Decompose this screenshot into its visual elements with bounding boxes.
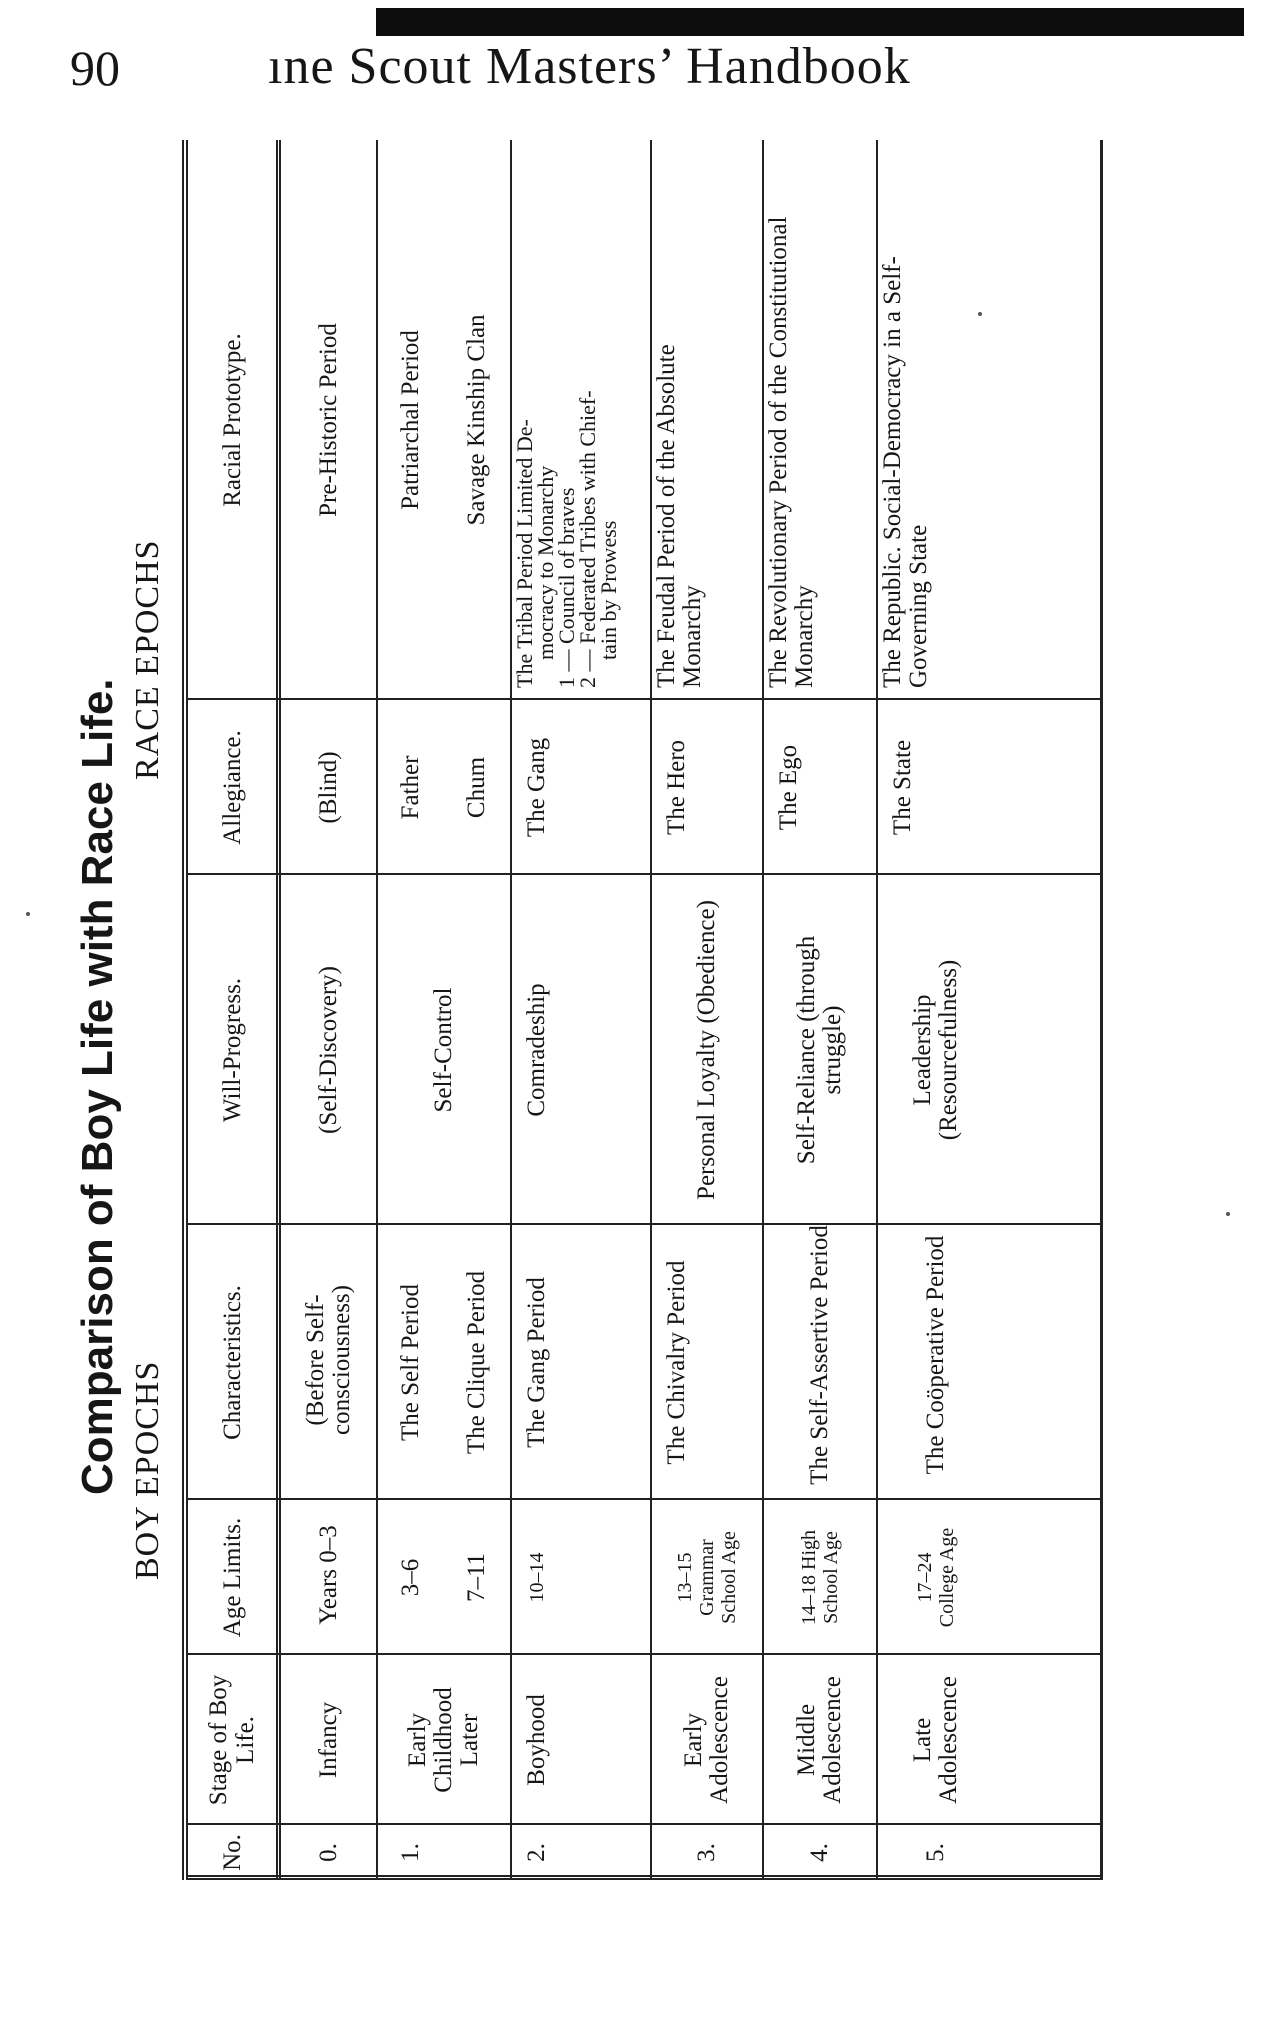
row4-characteristics: The Self-Assertive Period: [806, 1225, 833, 1485]
row4-will: Self-Reliance (through struggle): [793, 935, 846, 1165]
row1-no: 1.: [397, 1843, 424, 1862]
header-characteristics: Characteristics.: [218, 1285, 246, 1440]
row5-allegiance: The State: [889, 739, 916, 836]
row3-prototype: The Feudal Period of the Absolute Monarchy: [653, 344, 706, 688]
running-title: ıne Scout Masters’ Handbook: [268, 38, 911, 95]
row2-age: 10–14: [526, 1552, 548, 1603]
row1-char-a: The Self Period: [397, 1284, 424, 1441]
row0-age: Years 0–3: [314, 1525, 342, 1625]
row2-allegiance: The Gang: [523, 737, 550, 838]
row0-allegiance: (Blind): [314, 751, 342, 824]
row1-char-b: The Clique Period: [463, 1270, 490, 1455]
speck: [26, 912, 30, 916]
row2-proto-line4: — Federated Tribes with Chief-: [575, 390, 600, 672]
row5-stage: Late Adolescence: [909, 1676, 962, 1804]
row4-no: 4.: [806, 1843, 833, 1862]
race-epochs-label: RACE EPOCHS: [129, 539, 166, 780]
row1-prototype-cell: [378, 140, 510, 700]
row1-will: Self-Control: [430, 987, 457, 1113]
col-border: [188, 873, 1100, 875]
row2-proto-line5: tain by Prowess: [596, 520, 621, 660]
comparison-table: [182, 140, 1103, 1880]
col-border: [188, 1653, 1100, 1655]
row5-will: Leadership (Resourcefulness): [909, 959, 962, 1141]
boy-epochs-label: BOY EPOCHS: [129, 1360, 166, 1580]
row2-proto-num1: 1: [554, 677, 579, 688]
row1-age-b: 7–11: [463, 1552, 490, 1603]
top-border-bar: [376, 8, 1244, 36]
row4-prototype: The Revolutionary Period of the Constitutional Monarchy: [765, 216, 818, 688]
row0-stage: Infancy: [314, 1701, 342, 1779]
row1-stage-cell: [378, 1660, 510, 1820]
header-age: Age Limits.: [218, 1517, 246, 1638]
row3-characteristics: The Chivalry Period: [663, 1260, 690, 1465]
row3-stage: Early Adolescence: [680, 1676, 733, 1804]
row4-stage: Middle Adolescence: [793, 1676, 846, 1804]
row2-proto-line1: The Tribal Period Limited De-: [512, 419, 537, 688]
row1-alleg-b: Chum: [463, 756, 490, 819]
page-number: 90: [70, 40, 120, 96]
rotated-table-region: [70, 130, 1105, 1880]
row1-age-a: 3–6: [397, 1558, 424, 1597]
row5-no: 5.: [922, 1843, 949, 1862]
header-prototype: Racial Prototype.: [218, 333, 246, 507]
row1-stage-b: Later: [456, 1713, 483, 1767]
row2-no: 2.: [523, 1843, 550, 1862]
row4-allegiance: The Ego: [775, 744, 802, 831]
row1-proto-b: Savage Kinship Clan: [463, 314, 490, 526]
row1-proto-a: Patriarchal Period: [397, 330, 424, 510]
row4-age: 14–18 High School Age: [798, 1530, 842, 1625]
row0-prototype: Pre-Historic Period: [314, 323, 342, 517]
row2-will: Comradeship: [523, 983, 550, 1117]
row1-characteristics-cell: [378, 1225, 510, 1500]
header-will: Will-Progress.: [218, 977, 246, 1123]
row0-will: (Self-Discovery): [314, 966, 342, 1134]
row0-no: 0.: [314, 1843, 342, 1862]
header-no: No.: [218, 1834, 246, 1871]
row0-characteristics: (Before Self-consciousness): [301, 1285, 355, 1435]
row5-characteristics: The Coöperative Period: [922, 1235, 949, 1475]
col-border: [188, 1498, 1100, 1500]
header-stage: Stage of Boy Life.: [205, 1674, 259, 1806]
row2-characteristics: The Gang Period: [523, 1277, 550, 1448]
row1-allegiance-cell: [378, 700, 510, 875]
row3-no: 3.: [693, 1843, 720, 1862]
row5-prototype: The Republic. Social-Democracy in a Self-Governing State: [879, 256, 932, 688]
row1-alleg-a: Father: [397, 755, 424, 820]
table-title: Comparison of Boy Life with Race Life.: [73, 678, 122, 1495]
row2-proto-line2: mocracy to Monarchy: [533, 465, 558, 660]
row2-prototype-cell: [514, 148, 648, 688]
row1-stage-a: Early Childhood: [404, 1687, 457, 1793]
col-border: [188, 698, 1100, 700]
row2-stage: Boyhood: [523, 1694, 550, 1786]
row1-age-cell: [378, 1500, 510, 1655]
row3-will: Personal Loyalty (Obedience): [693, 900, 720, 1200]
row3-allegiance: The Hero: [663, 739, 690, 836]
row2-proto-line3: — Council of braves: [554, 487, 579, 672]
row3-age: 13–15 Grammar School Age: [674, 1531, 740, 1624]
header-allegiance: Allegiance.: [218, 730, 246, 845]
row2-proto-num2: 2: [575, 677, 600, 688]
speck: [1226, 1212, 1230, 1216]
row5-age: 17–24 College Age: [914, 1527, 958, 1628]
